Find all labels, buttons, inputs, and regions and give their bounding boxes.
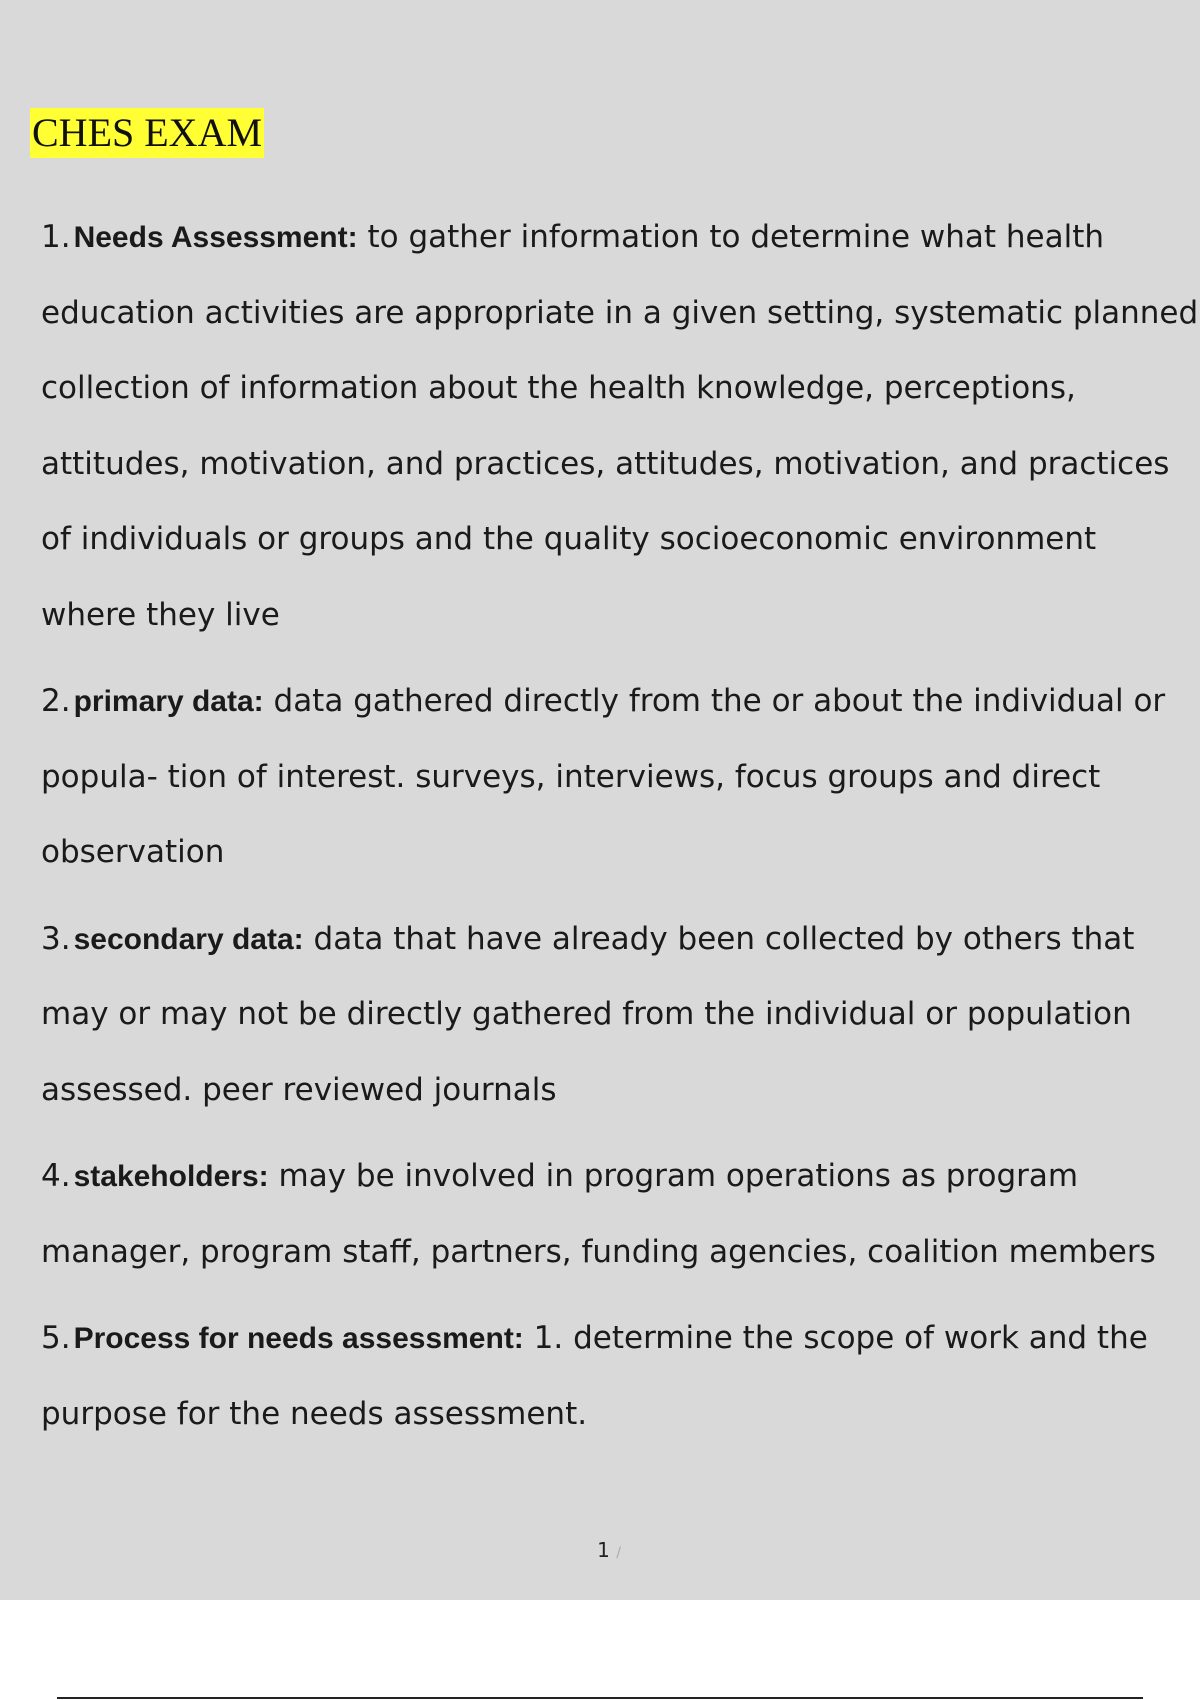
item-definition: may be involved in program operations as program manager, program staff, partners, funding agencies, coalition members [41, 1158, 1156, 1270]
next-page-divider [57, 1697, 1143, 1699]
page-number-value: 1 [597, 1538, 610, 1562]
item-definition: to gather information to determine what health education activities are appropriate in a given setting, systematic planned collection of information about the health knowledge, perceptions, attitudes, motivation, and practices, attitudes, motivation, and practices of individuals or groups and the quality socioeconomic environment where they live [41, 219, 1199, 633]
item-number: 5. [41, 1320, 71, 1356]
page-number [0, 1538, 1200, 1562]
item-number: 4. [41, 1158, 71, 1194]
flashcard-item [41, 1139, 1199, 1290]
document-title: CHES EXAM [30, 108, 264, 158]
item-term: primary data: [73, 685, 264, 718]
item-number: 2. [41, 683, 71, 719]
item-number: 1. [41, 219, 71, 255]
item-number: 3. [41, 920, 71, 957]
item-term: Process for needs assessment: [73, 1322, 524, 1355]
flashcard-item [41, 1301, 1199, 1452]
item-term: secondary data: [73, 922, 304, 956]
flashcard-item [41, 200, 1199, 653]
item-term: Needs Assessment: [73, 221, 358, 254]
flashcard-item [41, 664, 1199, 891]
page-number-separator: / [616, 1545, 621, 1561]
item-definition: data gathered directly from the or about the individual or popula- tion of interest. surveys, interviews, focus groups and direct observation [41, 683, 1166, 870]
item-term: stakeholders: [73, 1160, 269, 1193]
item-definition: data that have already been collected by others that may or may not be directly gathered from the individual or population assessed. peer reviewed journals [41, 920, 1135, 1108]
flashcard-list [41, 200, 1199, 1463]
flashcard-item [41, 902, 1199, 1129]
item-definition: 1. determine the scope of work and the purpose for the needs assessment. [41, 1320, 1148, 1432]
